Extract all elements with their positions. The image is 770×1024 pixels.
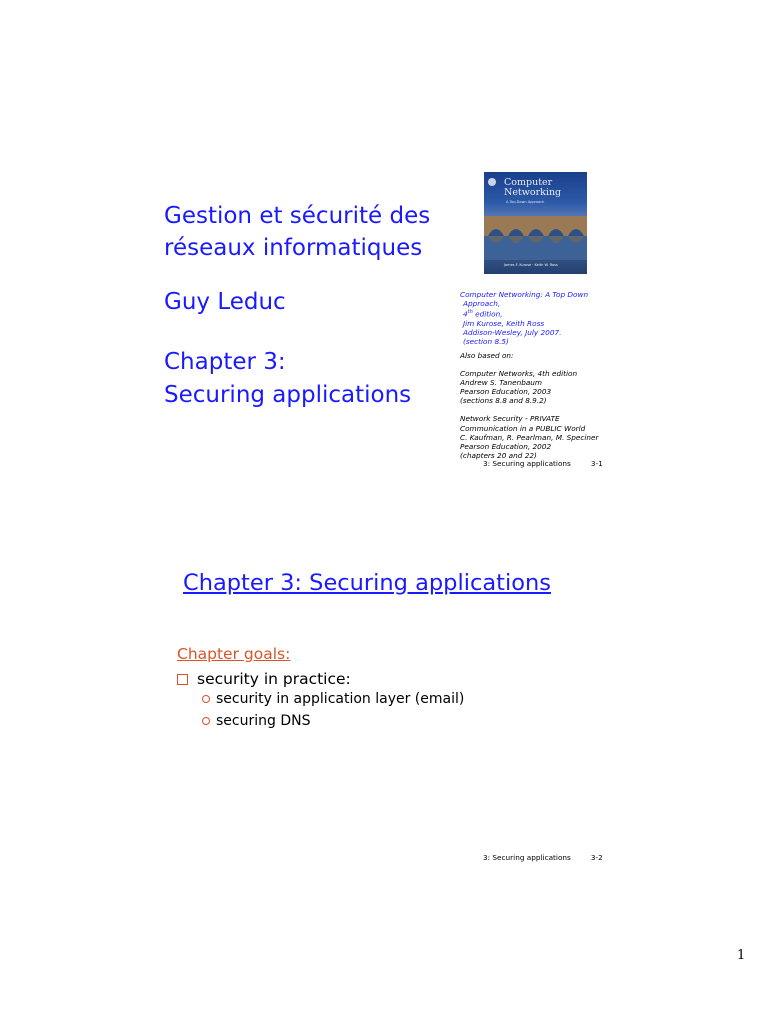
author-name: Guy Leduc [164, 289, 286, 315]
reference-line: Computer Networks, 4th edition [460, 369, 578, 379]
reference-line: C. Kaufman, R. Pearlman, M. Speciner [460, 432, 599, 442]
edition-text: edition, [475, 309, 503, 319]
slide-number: 3-1 [590, 459, 603, 468]
bullet-text: security in practice: [197, 670, 351, 688]
sub-bullet-item [202, 713, 310, 729]
also-based-on-label: Also based on: [460, 351, 514, 360]
bridge-illustration [484, 216, 587, 260]
reference-line: Pearson Education, 2002 [460, 441, 552, 451]
secondary-references [460, 351, 599, 460]
reference-line: Approach, [463, 299, 501, 309]
edition-number: 4 [463, 309, 468, 319]
sub-bullet-text: securing DNS [216, 713, 311, 729]
book-cover-title: Computer Networking [504, 177, 562, 198]
title-line: Gestion et sécurité des [164, 203, 431, 229]
goals-heading: Chapter goals: [177, 645, 291, 663]
reference-line: (sections 8.8 and 8.9.2) [460, 396, 547, 406]
footer-label: 3: Securing applications [483, 459, 571, 468]
circle-bullet-icon [202, 695, 210, 703]
reference-line: Addison-Wesley, July 2007. [463, 327, 562, 337]
edition-suffix: th [467, 309, 473, 316]
square-bullet-icon [177, 674, 188, 685]
circle-bullet-icon [202, 717, 210, 725]
reference-line: (chapters 20 and 22) [460, 450, 537, 460]
book-cover-authors: James F. Kurose · Keith W. Ross [504, 263, 558, 267]
reference-line: Network Security - PRIVATE [460, 414, 560, 424]
reference-line [460, 308, 588, 319]
chapter-line: Securing applications [164, 382, 412, 408]
reference-line: (section 8.5) [463, 336, 509, 346]
primary-reference [460, 290, 588, 346]
book-cover-image [484, 172, 587, 274]
publisher-seal-icon [488, 178, 496, 186]
footer-label: 3: Securing applications [483, 853, 571, 862]
reference-line: Andrew S. Tanenbaum [460, 378, 543, 388]
title-line: réseaux informatiques [164, 235, 423, 261]
chapter-line: Chapter 3: [164, 349, 286, 375]
reference-line: Jim Kurose, Keith Ross [463, 318, 545, 328]
reference-line: Computer Networking: A Top Down [460, 290, 589, 299]
sub-bullet-text: security in application layer (email) [216, 691, 465, 707]
reference-line: Pearson Education, 2003 [460, 387, 552, 397]
document-title [164, 200, 430, 264]
chapter-heading [164, 346, 411, 412]
sub-bullet-item [202, 691, 464, 707]
reference-line: Communication in a PUBLIC World [460, 423, 586, 433]
slide-footer [483, 459, 603, 468]
book-cover-subtitle: A Top-Down Approach [506, 200, 545, 204]
slide-number: 3-2 [590, 853, 603, 862]
slide-title: Chapter 3: Securing applications [183, 570, 551, 596]
bullet-item [177, 670, 351, 688]
page-number: 1 [737, 948, 746, 963]
slide-footer [483, 853, 603, 862]
